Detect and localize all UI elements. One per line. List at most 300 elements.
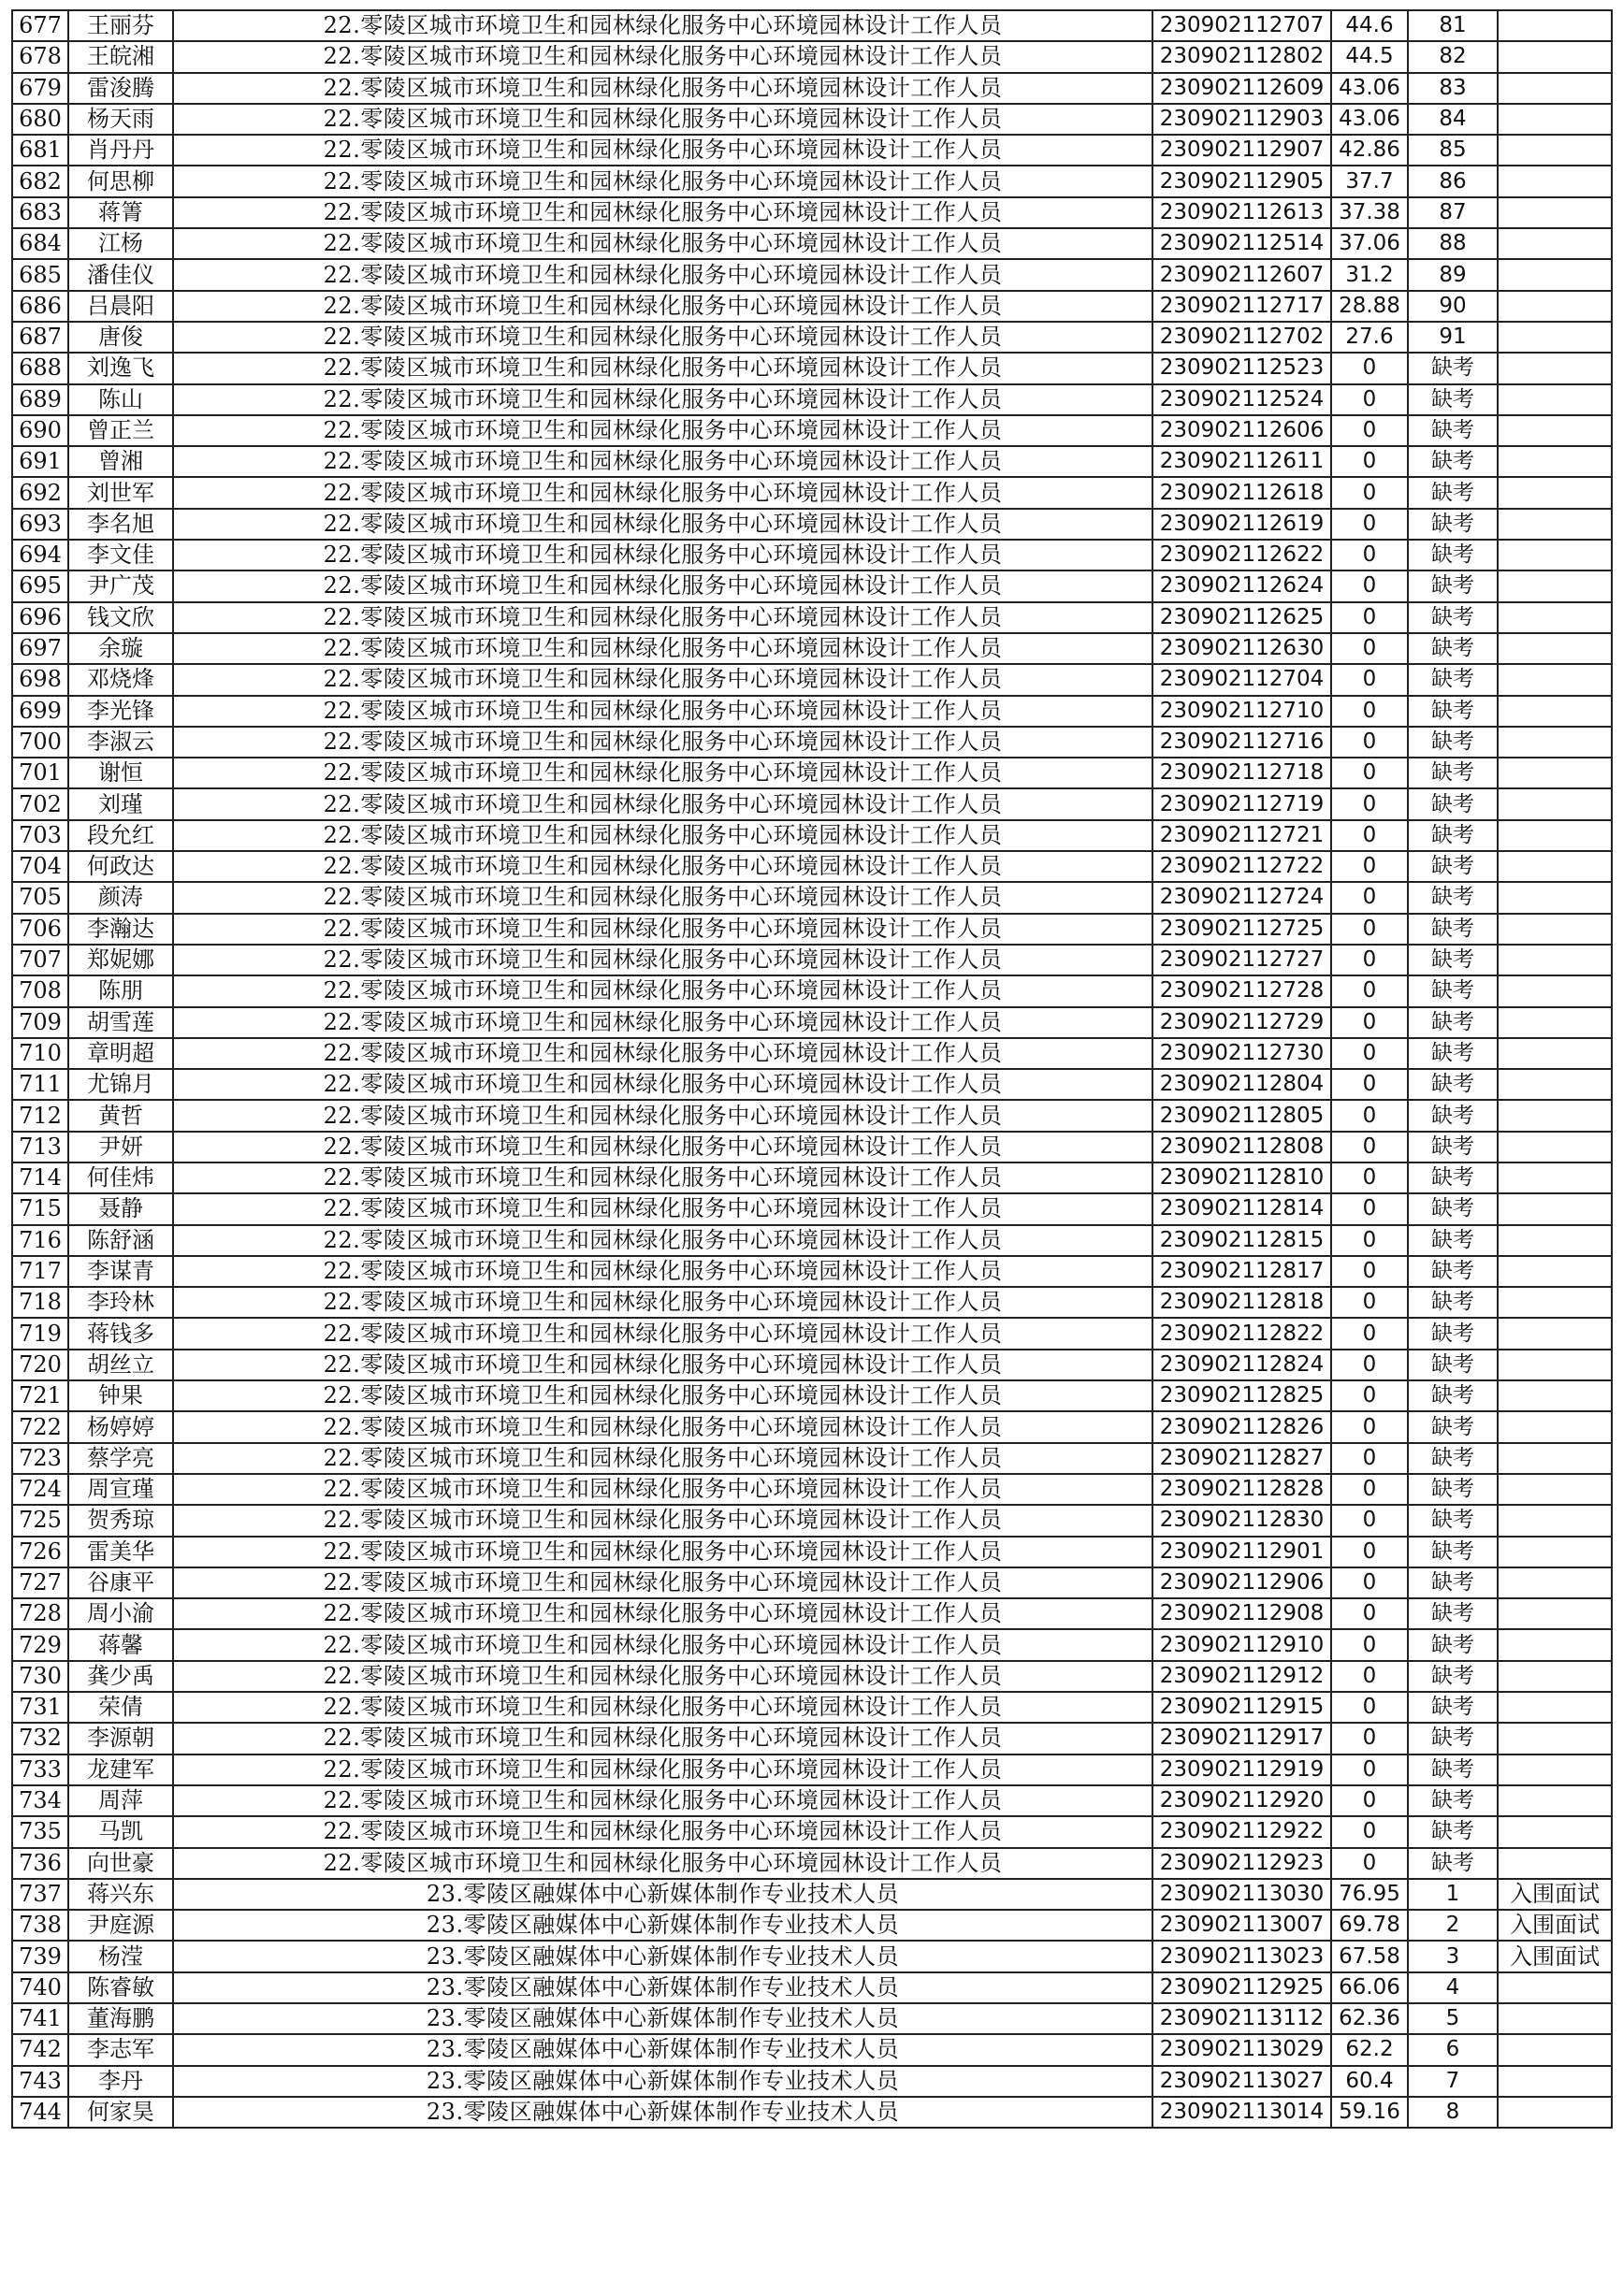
exam-score-cell: 0 bbox=[1331, 384, 1408, 415]
exam-id-cell: 230902112630 bbox=[1152, 633, 1331, 664]
table-row bbox=[12, 1629, 1612, 1660]
remark-cell bbox=[1498, 259, 1612, 290]
exam-id-cell: 230902112716 bbox=[1152, 727, 1331, 758]
row-number-cell: 739 bbox=[12, 1941, 68, 1971]
row-number-cell: 717 bbox=[12, 1256, 68, 1287]
exam-id-cell: 230902112908 bbox=[1152, 1598, 1331, 1629]
exam-score-cell: 0 bbox=[1331, 1567, 1408, 1598]
rank-cell: 缺考 bbox=[1408, 1225, 1498, 1256]
candidate-name-cell: 蔡学亮 bbox=[68, 1443, 173, 1474]
row-number-cell: 708 bbox=[12, 975, 68, 1006]
table-row bbox=[12, 1661, 1612, 1692]
candidate-name-cell: 何佳炜 bbox=[68, 1162, 173, 1193]
exam-id-cell: 230902112907 bbox=[1152, 135, 1331, 166]
exam-score-cell: 0 bbox=[1331, 540, 1408, 570]
exam-score-cell: 0 bbox=[1331, 1443, 1408, 1474]
remark-cell bbox=[1498, 633, 1612, 664]
candidate-name-cell: 李谋青 bbox=[68, 1256, 173, 1287]
candidate-name-cell: 周萍 bbox=[68, 1785, 173, 1816]
rank-cell: 缺考 bbox=[1408, 384, 1498, 415]
exam-id-cell: 230902112817 bbox=[1152, 1256, 1331, 1287]
position-name-cell: 22.零陵区城市环境卫生和园林绿化服务中心环境园林设计工作人员 bbox=[173, 975, 1152, 1006]
remark-cell bbox=[1498, 73, 1612, 104]
remark-cell bbox=[1498, 1256, 1612, 1287]
remark-cell bbox=[1498, 1816, 1612, 1847]
position-name-cell: 22.零陵区城市环境卫生和园林绿化服务中心环境园林设计工作人员 bbox=[173, 477, 1152, 508]
table-row bbox=[12, 1785, 1612, 1816]
row-number-cell: 678 bbox=[12, 41, 68, 72]
row-number-cell: 690 bbox=[12, 415, 68, 446]
exam-score-cell: 60.4 bbox=[1331, 2066, 1408, 2097]
row-number-cell: 724 bbox=[12, 1474, 68, 1505]
table-row bbox=[12, 2034, 1612, 2065]
exam-id-cell: 230902112730 bbox=[1152, 1038, 1331, 1069]
table-row bbox=[12, 882, 1612, 913]
table-row bbox=[12, 1910, 1612, 1941]
row-number-cell: 710 bbox=[12, 1038, 68, 1069]
candidate-name-cell: 杨婷婷 bbox=[68, 1411, 173, 1442]
exam-id-cell: 230902112915 bbox=[1152, 1692, 1331, 1723]
rank-cell: 缺考 bbox=[1408, 1038, 1498, 1069]
candidate-name-cell: 胡雪莲 bbox=[68, 1007, 173, 1038]
row-number-cell: 716 bbox=[12, 1225, 68, 1256]
exam-id-cell: 230902112802 bbox=[1152, 41, 1331, 72]
exam-score-cell: 0 bbox=[1331, 820, 1408, 851]
exam-id-cell: 230902112625 bbox=[1152, 602, 1331, 633]
rank-cell: 缺考 bbox=[1408, 1411, 1498, 1442]
position-name-cell: 22.零陵区城市环境卫生和园林绿化服务中心环境园林设计工作人员 bbox=[173, 945, 1152, 975]
row-number-cell: 719 bbox=[12, 1318, 68, 1349]
position-name-cell: 22.零陵区城市环境卫生和园林绿化服务中心环境园林设计工作人员 bbox=[173, 1225, 1152, 1256]
rank-cell: 缺考 bbox=[1408, 1287, 1498, 1318]
exam-id-cell: 230902112622 bbox=[1152, 540, 1331, 570]
exam-id-cell: 230902113023 bbox=[1152, 1941, 1331, 1971]
position-name-cell: 23.零陵区融媒体中心新媒体制作专业技术人员 bbox=[173, 2066, 1152, 2097]
remark-cell bbox=[1498, 758, 1612, 788]
row-number-cell: 699 bbox=[12, 696, 68, 727]
rank-cell: 缺考 bbox=[1408, 353, 1498, 383]
exam-score-cell: 0 bbox=[1331, 1411, 1408, 1442]
table-row bbox=[12, 1380, 1612, 1411]
exam-id-cell: 230902112606 bbox=[1152, 415, 1331, 446]
row-number-cell: 700 bbox=[12, 727, 68, 758]
position-name-cell: 22.零陵区城市环境卫生和园林绿化服务中心环境园林设计工作人员 bbox=[173, 1661, 1152, 1692]
remark-cell bbox=[1498, 602, 1612, 633]
exam-id-cell: 230902112611 bbox=[1152, 446, 1331, 477]
table-row bbox=[12, 1972, 1612, 2003]
row-number-cell: 727 bbox=[12, 1567, 68, 1598]
rank-cell: 缺考 bbox=[1408, 1100, 1498, 1131]
exam-id-cell: 230902112923 bbox=[1152, 1848, 1331, 1879]
exam-id-cell: 230902112910 bbox=[1152, 1629, 1331, 1660]
exam-id-cell: 230902112920 bbox=[1152, 1785, 1331, 1816]
remark-cell bbox=[1498, 446, 1612, 477]
row-number-cell: 698 bbox=[12, 664, 68, 695]
remark-cell bbox=[1498, 228, 1612, 259]
table-row bbox=[12, 228, 1612, 259]
row-number-cell: 744 bbox=[12, 2097, 68, 2128]
exam-id-cell: 230902112607 bbox=[1152, 259, 1331, 290]
table-row bbox=[12, 696, 1612, 727]
candidate-name-cell: 李丹 bbox=[68, 2066, 173, 2097]
table-body bbox=[12, 10, 1612, 2128]
row-number-cell: 733 bbox=[12, 1754, 68, 1785]
exam-id-cell: 230902112905 bbox=[1152, 166, 1331, 196]
position-name-cell: 22.零陵区城市环境卫生和园林绿化服务中心环境园林设计工作人员 bbox=[173, 820, 1152, 851]
table-row bbox=[12, 2097, 1612, 2128]
exam-score-cell: 0 bbox=[1331, 1785, 1408, 1816]
row-number-cell: 693 bbox=[12, 509, 68, 540]
rank-cell: 缺考 bbox=[1408, 1443, 1498, 1474]
candidate-name-cell: 聂静 bbox=[68, 1193, 173, 1224]
candidate-name-cell: 李名旭 bbox=[68, 509, 173, 540]
position-name-cell: 23.零陵区融媒体中心新媒体制作专业技术人员 bbox=[173, 2003, 1152, 2034]
row-number-cell: 677 bbox=[12, 10, 68, 41]
position-name-cell: 22.零陵区城市环境卫生和园林绿化服务中心环境园林设计工作人员 bbox=[173, 1380, 1152, 1411]
exam-score-cell: 0 bbox=[1331, 758, 1408, 788]
position-name-cell: 22.零陵区城市环境卫生和园林绿化服务中心环境园林设计工作人员 bbox=[173, 1723, 1152, 1754]
table-row bbox=[12, 1443, 1612, 1474]
row-number-cell: 694 bbox=[12, 540, 68, 570]
rank-cell: 缺考 bbox=[1408, 1350, 1498, 1380]
exam-id-cell: 230902112727 bbox=[1152, 945, 1331, 975]
exam-score-cell: 0 bbox=[1331, 570, 1408, 601]
position-name-cell: 22.零陵区城市环境卫生和园林绿化服务中心环境园林设计工作人员 bbox=[173, 446, 1152, 477]
candidate-name-cell: 刘逸飞 bbox=[68, 353, 173, 383]
table-row bbox=[12, 664, 1612, 695]
row-number-cell: 720 bbox=[12, 1350, 68, 1380]
candidate-name-cell: 吕晨阳 bbox=[68, 291, 173, 322]
rank-cell: 缺考 bbox=[1408, 727, 1498, 758]
row-number-cell: 741 bbox=[12, 2003, 68, 2034]
row-number-cell: 740 bbox=[12, 1972, 68, 2003]
remark-cell bbox=[1498, 882, 1612, 913]
row-number-cell: 706 bbox=[12, 914, 68, 945]
table-row bbox=[12, 1069, 1612, 1100]
exam-id-cell: 230902112619 bbox=[1152, 509, 1331, 540]
table-row bbox=[12, 975, 1612, 1006]
position-name-cell: 22.零陵区城市环境卫生和园林绿化服务中心环境园林设计工作人员 bbox=[173, 1287, 1152, 1318]
position-name-cell: 23.零陵区融媒体中心新媒体制作专业技术人员 bbox=[173, 1972, 1152, 2003]
candidate-name-cell: 尹广茂 bbox=[68, 570, 173, 601]
rank-cell: 缺考 bbox=[1408, 1007, 1498, 1038]
candidate-name-cell: 郑妮娜 bbox=[68, 945, 173, 975]
exam-id-cell: 230902112718 bbox=[1152, 758, 1331, 788]
exam-id-cell: 230902112725 bbox=[1152, 914, 1331, 945]
candidate-name-cell: 贺秀琼 bbox=[68, 1505, 173, 1536]
row-number-cell: 701 bbox=[12, 758, 68, 788]
remark-cell bbox=[1498, 1723, 1612, 1754]
exam-id-cell: 230902112925 bbox=[1152, 1972, 1331, 2003]
exam-score-cell: 0 bbox=[1331, 664, 1408, 695]
exam-score-cell: 0 bbox=[1331, 1537, 1408, 1567]
exam-score-cell: 0 bbox=[1331, 1069, 1408, 1100]
exam-id-cell: 230902112912 bbox=[1152, 1661, 1331, 1692]
table-row bbox=[12, 727, 1612, 758]
table-row bbox=[12, 1287, 1612, 1318]
table-row bbox=[12, 1038, 1612, 1069]
remark-cell bbox=[1498, 1318, 1612, 1349]
exam-score-cell: 43.06 bbox=[1331, 73, 1408, 104]
candidate-name-cell: 肖丹丹 bbox=[68, 135, 173, 166]
table-row bbox=[12, 1505, 1612, 1536]
row-number-cell: 730 bbox=[12, 1661, 68, 1692]
exam-id-cell: 230902112804 bbox=[1152, 1069, 1331, 1100]
rank-cell: 缺考 bbox=[1408, 1537, 1498, 1567]
candidate-name-cell: 雷浚腾 bbox=[68, 73, 173, 104]
table-row bbox=[12, 259, 1612, 290]
candidate-name-cell: 曾湘 bbox=[68, 446, 173, 477]
exam-id-cell: 230902113007 bbox=[1152, 1910, 1331, 1941]
rank-cell: 缺考 bbox=[1408, 1069, 1498, 1100]
exam-id-cell: 230902113030 bbox=[1152, 1879, 1331, 1910]
rank-cell: 84 bbox=[1408, 104, 1498, 135]
row-number-cell: 686 bbox=[12, 291, 68, 322]
candidate-name-cell: 何政达 bbox=[68, 851, 173, 882]
remark-cell bbox=[1498, 1785, 1612, 1816]
position-name-cell: 22.零陵区城市环境卫生和园林绿化服务中心环境园林设计工作人员 bbox=[173, 1785, 1152, 1816]
candidate-name-cell: 荣倩 bbox=[68, 1692, 173, 1723]
rank-cell: 缺考 bbox=[1408, 882, 1498, 913]
table-row bbox=[12, 540, 1612, 570]
table-row bbox=[12, 322, 1612, 353]
exam-score-cell: 0 bbox=[1331, 1007, 1408, 1038]
exam-score-cell: 59.16 bbox=[1331, 2097, 1408, 2128]
rank-cell: 缺考 bbox=[1408, 1193, 1498, 1224]
row-number-cell: 736 bbox=[12, 1848, 68, 1879]
exam-score-cell: 0 bbox=[1331, 602, 1408, 633]
table-row bbox=[12, 1225, 1612, 1256]
remark-cell bbox=[1498, 1567, 1612, 1598]
rank-cell: 缺考 bbox=[1408, 1785, 1498, 1816]
exam-score-cell: 69.78 bbox=[1331, 1910, 1408, 1941]
exam-id-cell: 230902112826 bbox=[1152, 1411, 1331, 1442]
exam-id-cell: 230902112808 bbox=[1152, 1132, 1331, 1162]
exam-id-cell: 230902112722 bbox=[1152, 851, 1331, 882]
exam-id-cell: 230902112729 bbox=[1152, 1007, 1331, 1038]
rank-cell: 缺考 bbox=[1408, 664, 1498, 695]
table-row bbox=[12, 1848, 1612, 1879]
exam-id-cell: 230902112814 bbox=[1152, 1193, 1331, 1224]
remark-cell bbox=[1498, 1193, 1612, 1224]
table-row bbox=[12, 446, 1612, 477]
rank-cell: 缺考 bbox=[1408, 1132, 1498, 1162]
remark-cell bbox=[1498, 664, 1612, 695]
exam-score-cell: 0 bbox=[1331, 509, 1408, 540]
candidate-name-cell: 刘瑾 bbox=[68, 788, 173, 819]
position-name-cell: 22.零陵区城市环境卫生和园林绿化服务中心环境园林设计工作人员 bbox=[173, 1505, 1152, 1536]
candidate-name-cell: 陈山 bbox=[68, 384, 173, 415]
rank-cell: 8 bbox=[1408, 2097, 1498, 2128]
rank-cell: 缺考 bbox=[1408, 1629, 1498, 1660]
remark-cell bbox=[1498, 1629, 1612, 1660]
row-number-cell: 692 bbox=[12, 477, 68, 508]
position-name-cell: 22.零陵区城市环境卫生和园林绿化服务中心环境园林设计工作人员 bbox=[173, 696, 1152, 727]
table-row bbox=[12, 1007, 1612, 1038]
position-name-cell: 22.零陵区城市环境卫生和园林绿化服务中心环境园林设计工作人员 bbox=[173, 1537, 1152, 1567]
candidate-name-cell: 潘佳仪 bbox=[68, 259, 173, 290]
position-name-cell: 23.零陵区融媒体中心新媒体制作专业技术人员 bbox=[173, 1941, 1152, 1971]
row-number-cell: 731 bbox=[12, 1692, 68, 1723]
rank-cell: 缺考 bbox=[1408, 1848, 1498, 1879]
candidate-name-cell: 陈睿敏 bbox=[68, 1972, 173, 2003]
position-name-cell: 22.零陵区城市环境卫生和园林绿化服务中心环境园林设计工作人员 bbox=[173, 1007, 1152, 1038]
position-name-cell: 22.零陵区城市环境卫生和园林绿化服务中心环境园林设计工作人员 bbox=[173, 914, 1152, 945]
row-number-cell: 682 bbox=[12, 166, 68, 196]
row-number-cell: 707 bbox=[12, 945, 68, 975]
row-number-cell: 718 bbox=[12, 1287, 68, 1318]
rank-cell: 83 bbox=[1408, 73, 1498, 104]
table-row bbox=[12, 291, 1612, 322]
exam-score-cell: 27.6 bbox=[1331, 322, 1408, 353]
exam-score-cell: 43.06 bbox=[1331, 104, 1408, 135]
position-name-cell: 22.零陵区城市环境卫生和园林绿化服务中心环境园林设计工作人员 bbox=[173, 851, 1152, 882]
exam-score-cell: 0 bbox=[1331, 353, 1408, 383]
position-name-cell: 22.零陵区城市环境卫生和园林绿化服务中心环境园林设计工作人员 bbox=[173, 1069, 1152, 1100]
exam-score-cell: 0 bbox=[1331, 914, 1408, 945]
remark-cell bbox=[1498, 1069, 1612, 1100]
candidate-name-cell: 李淑云 bbox=[68, 727, 173, 758]
position-name-cell: 22.零陵区城市环境卫生和园林绿化服务中心环境园林设计工作人员 bbox=[173, 633, 1152, 664]
exam-score-cell: 67.58 bbox=[1331, 1941, 1408, 1971]
row-number-cell: 685 bbox=[12, 259, 68, 290]
candidate-name-cell: 江杨 bbox=[68, 228, 173, 259]
table-row bbox=[12, 73, 1612, 104]
exam-id-cell: 230902112830 bbox=[1152, 1505, 1331, 1536]
rank-cell: 缺考 bbox=[1408, 1380, 1498, 1411]
remark-cell bbox=[1498, 2034, 1612, 2065]
table-row bbox=[12, 477, 1612, 508]
position-name-cell: 22.零陵区城市环境卫生和园林绿化服务中心环境园林设计工作人员 bbox=[173, 1848, 1152, 1879]
row-number-cell: 681 bbox=[12, 135, 68, 166]
table-row bbox=[12, 1816, 1612, 1847]
table-row bbox=[12, 1754, 1612, 1785]
remark-cell bbox=[1498, 2066, 1612, 2097]
exam-score-cell: 44.5 bbox=[1331, 41, 1408, 72]
position-name-cell: 22.零陵区城市环境卫生和园林绿化服务中心环境园林设计工作人员 bbox=[173, 41, 1152, 72]
exam-score-cell: 0 bbox=[1331, 633, 1408, 664]
table-row bbox=[12, 10, 1612, 41]
position-name-cell: 23.零陵区融媒体中心新媒体制作专业技术人员 bbox=[173, 1879, 1152, 1910]
position-name-cell: 23.零陵区融媒体中心新媒体制作专业技术人员 bbox=[173, 2097, 1152, 2128]
row-number-cell: 696 bbox=[12, 602, 68, 633]
rank-cell: 5 bbox=[1408, 2003, 1498, 2034]
row-number-cell: 734 bbox=[12, 1785, 68, 1816]
candidate-name-cell: 钟果 bbox=[68, 1380, 173, 1411]
rank-cell: 89 bbox=[1408, 259, 1498, 290]
rank-cell: 91 bbox=[1408, 322, 1498, 353]
row-number-cell: 728 bbox=[12, 1598, 68, 1629]
table-row bbox=[12, 633, 1612, 664]
table-row bbox=[12, 1941, 1612, 1971]
exam-id-cell: 230902112822 bbox=[1152, 1318, 1331, 1349]
rank-cell: 6 bbox=[1408, 2034, 1498, 2065]
row-number-cell: 684 bbox=[12, 228, 68, 259]
exam-score-cell: 0 bbox=[1331, 415, 1408, 446]
remark-cell bbox=[1498, 540, 1612, 570]
candidate-name-cell: 胡丝立 bbox=[68, 1350, 173, 1380]
row-number-cell: 735 bbox=[12, 1816, 68, 1847]
row-number-cell: 721 bbox=[12, 1380, 68, 1411]
position-name-cell: 22.零陵区城市环境卫生和园林绿化服务中心环境园林设计工作人员 bbox=[173, 415, 1152, 446]
position-name-cell: 22.零陵区城市环境卫生和园林绿化服务中心环境园林设计工作人员 bbox=[173, 104, 1152, 135]
exam-score-cell: 0 bbox=[1331, 882, 1408, 913]
rank-cell: 缺考 bbox=[1408, 509, 1498, 540]
table-row bbox=[12, 914, 1612, 945]
position-name-cell: 22.零陵区城市环境卫生和园林绿化服务中心环境园林设计工作人员 bbox=[173, 1038, 1152, 1069]
exam-id-cell: 230902112818 bbox=[1152, 1287, 1331, 1318]
table-row bbox=[12, 1318, 1612, 1349]
rank-cell: 缺考 bbox=[1408, 477, 1498, 508]
candidate-name-cell: 余璇 bbox=[68, 633, 173, 664]
candidate-name-cell: 马凯 bbox=[68, 1816, 173, 1847]
position-name-cell: 22.零陵区城市环境卫生和园林绿化服务中心环境园林设计工作人员 bbox=[173, 1754, 1152, 1785]
remark-cell bbox=[1498, 2097, 1612, 2128]
remark-cell: 入围面试 bbox=[1498, 1941, 1612, 1971]
rank-cell: 81 bbox=[1408, 10, 1498, 41]
exam-score-cell: 0 bbox=[1331, 1132, 1408, 1162]
exam-id-cell: 230902113029 bbox=[1152, 2034, 1331, 2065]
exam-score-cell: 0 bbox=[1331, 477, 1408, 508]
remark-cell bbox=[1498, 1972, 1612, 2003]
position-name-cell: 22.零陵区城市环境卫生和园林绿化服务中心环境园林设计工作人员 bbox=[173, 1598, 1152, 1629]
rank-cell: 缺考 bbox=[1408, 758, 1498, 788]
row-number-cell: 695 bbox=[12, 570, 68, 601]
rank-cell: 1 bbox=[1408, 1879, 1498, 1910]
exam-id-cell: 230902112825 bbox=[1152, 1380, 1331, 1411]
exam-id-cell: 230902112514 bbox=[1152, 228, 1331, 259]
remark-cell bbox=[1498, 197, 1612, 228]
exam-id-cell: 230902112618 bbox=[1152, 477, 1331, 508]
row-number-cell: 691 bbox=[12, 446, 68, 477]
exam-score-cell: 28.88 bbox=[1331, 291, 1408, 322]
exam-score-cell: 0 bbox=[1331, 1474, 1408, 1505]
candidate-name-cell: 蒋钱多 bbox=[68, 1318, 173, 1349]
remark-cell bbox=[1498, 477, 1612, 508]
exam-score-cell: 0 bbox=[1331, 1692, 1408, 1723]
candidate-name-cell: 雷美华 bbox=[68, 1537, 173, 1567]
exam-score-cell: 0 bbox=[1331, 1380, 1408, 1411]
candidate-name-cell: 李文佳 bbox=[68, 540, 173, 570]
table-row bbox=[12, 1162, 1612, 1193]
rank-cell: 缺考 bbox=[1408, 1162, 1498, 1193]
rank-cell: 4 bbox=[1408, 1972, 1498, 2003]
rank-cell: 82 bbox=[1408, 41, 1498, 72]
candidate-name-cell: 刘世军 bbox=[68, 477, 173, 508]
remark-cell bbox=[1498, 727, 1612, 758]
table-row bbox=[12, 758, 1612, 788]
table-row bbox=[12, 1567, 1612, 1598]
remark-cell bbox=[1498, 1692, 1612, 1723]
rank-cell: 缺考 bbox=[1408, 945, 1498, 975]
table-row bbox=[12, 788, 1612, 819]
remark-cell bbox=[1498, 166, 1612, 196]
exam-id-cell: 230902112922 bbox=[1152, 1816, 1331, 1847]
exam-score-cell: 0 bbox=[1331, 788, 1408, 819]
row-number-cell: 732 bbox=[12, 1723, 68, 1754]
exam-id-cell: 230902112524 bbox=[1152, 384, 1331, 415]
position-name-cell: 22.零陵区城市环境卫生和园林绿化服务中心环境园林设计工作人员 bbox=[173, 540, 1152, 570]
exam-score-cell: 0 bbox=[1331, 1629, 1408, 1660]
exam-id-cell: 230902112901 bbox=[1152, 1537, 1331, 1567]
remark-cell bbox=[1498, 291, 1612, 322]
exam-id-cell: 230902112810 bbox=[1152, 1162, 1331, 1193]
rank-cell: 缺考 bbox=[1408, 975, 1498, 1006]
candidate-name-cell: 黄哲 bbox=[68, 1100, 173, 1131]
exam-score-cell: 0 bbox=[1331, 1505, 1408, 1536]
candidate-name-cell: 颜涛 bbox=[68, 882, 173, 913]
rank-cell: 7 bbox=[1408, 2066, 1498, 2097]
